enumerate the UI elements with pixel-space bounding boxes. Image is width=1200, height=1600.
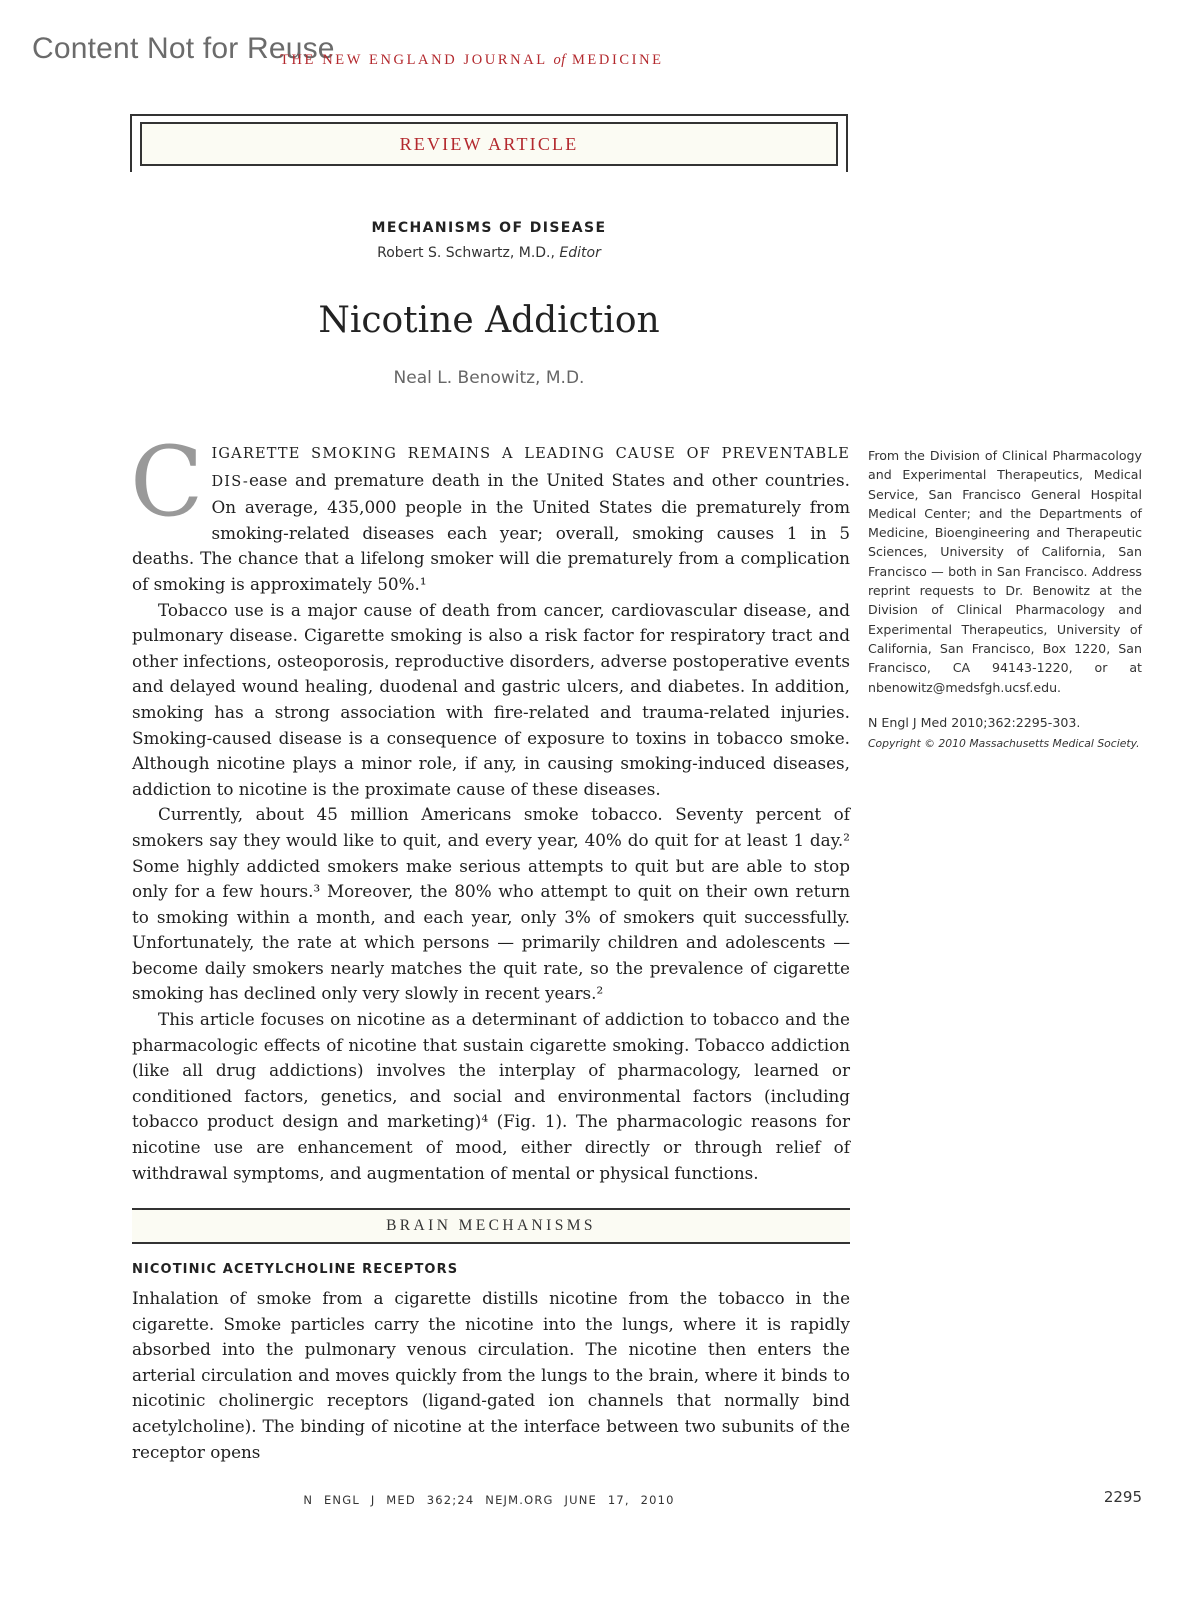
section-heading-band (132, 1208, 850, 1244)
paragraph-1-text: ease and premature death in the United States and other countries. On average, 435,000 people in the United States die prematurely from smoking-related diseases each year; overall, smoking causes 1 in 5 deaths. The chance that a lifelong smoker will die prematurely from a complication of smoking is approximately 50%.¹ (132, 469, 850, 594)
watermark: Content Not for Reuse (32, 32, 335, 65)
footer-citation: N ENGL J MED 362;24 NEJM.ORG JUNE 17, 2010 (303, 1493, 675, 1507)
lead-in: IGARETTE SMOKING REMAINS A LEADING CAUSE OF PREVENTABLE DIS- (211, 446, 850, 490)
copyright-notice: Copyright © 2010 Massachusetts Medical Society. (868, 737, 1140, 751)
series-editor-name: Robert S. Schwartz, M.D., (377, 245, 560, 261)
sidebar (868, 446, 1142, 768)
article-type-box (130, 114, 848, 172)
article-type-label: REVIEW ARTICLE (399, 133, 579, 154)
subsection-heading: NICOTINIC ACETYLCHOLINE RECEPTORS (132, 1262, 459, 1277)
page-number: 2295 (1103, 1488, 1142, 1506)
journal-header-of: of (553, 52, 566, 68)
author-affiliation: From the Division of Clinical Pharmacology and Experimental Therapeutics, Medical Service, San Francisco General Hospital Medical Center; and the Departments of Medicine, Bioengineering and Therapeutic Sciences, University of California, San Francisco — both in San Francisco. Address reprint requests to Dr. Benowitz at the Division of Clinical Pharmacology and Experimental Therapeutics, University of California, San Francisco, Box 1220, San Francisco, CA 94143-1220, or at nbenowitz@medsfgh.ucsf.edu. (868, 448, 1142, 695)
section-paragraph: Inhalation of smoke from a cigarette distills nicotine from the tobacco in the cigarette. Smoke particles carry the nicotine into the lungs, where it is rapidly absorbed into the pulmonary venous circulation. The nicotine then enters the arterial circulation and moves quickly from the lungs to the brain, where it binds to nicotinic cholinergic receptors (ligand-gated ion channels that normally bind acetylcholine). The binding of nicotine at the interface between two subunits of the receptor opens (132, 1288, 850, 1462)
journal-citation: N Engl J Med 2010;362:2295-303. (868, 714, 1081, 730)
paragraph-2: Tobacco use is a major cause of death from cancer, cardiovascular disease, and pulmonary disease. Cigarette smoking is also a risk factor for respiratory tract and other infections, osteoporosis, reproductive disorders, adverse postoperative events and delayed wound healing, duodenal and gastric ulcers, and diabetes. In addition, smoking has a strong association with fire-related and trauma-related injuries. Smoking-caused disease is a consequence of exposure to toxins in tobacco smoke. Although nicotine plays a minor role, if any, in causing smoking-induced diseases, addiction to nicotine is the proximate cause of these diseases. (132, 599, 850, 799)
paragraph-3: Currently, about 45 million Americans smoke tobacco. Seventy percent of smokers say they would like to quit, and every year, 40% do quit for at least 1 day.² Some highly addicted smokers make serious attempts to quit but are able to stop only for a few hours.³ Moreover, the 80% who attempt to quit on their own return to smoking within a month, and each year, only 3% of smokers quit successfully. Unfortunately, the rate at which persons — primarily children and adolescents — become daily smokers nearly matches the quit rate, so the prevalence of cigarette smoking has declined only very slowly in recent years.² (132, 804, 850, 1004)
drop-cap: C (130, 426, 204, 538)
journal-header-part1: THE NEW ENGLAND JOURNAL (280, 52, 554, 68)
section-heading: BRAIN MECHANISMS (386, 1217, 596, 1234)
article-type-inner (140, 122, 838, 166)
journal-header-part3: MEDICINE (565, 52, 664, 68)
series-editor-role: Editor (559, 245, 601, 261)
author-byline: Neal L. Benowitz, M.D. (393, 368, 585, 388)
series-editor (130, 245, 848, 261)
paragraph-1 (130, 426, 850, 598)
paragraph-4: This article focuses on nicotine as a determinant of addiction to tobacco and the pharmacologic effects of nicotine that sustain cigarette smoking. Tobacco addiction (like all drug addictions) involves the interplay of pharmacology, learned or conditioned factors, genetics, and social and environmental factors (including tobacco product design and marketing)⁴ (Fig. 1). The pharmacologic reasons for nicotine use are enhancement of mood, either directly or through relief of withdrawal symptoms, and augmentation of mental or physical functions. (132, 1009, 850, 1183)
main-text (130, 426, 850, 1186)
article-title: Nicotine Addiction (318, 300, 660, 341)
series-title: MECHANISMS OF DISEASE (371, 220, 607, 236)
section-body (132, 1286, 850, 1465)
journal-header (280, 52, 664, 69)
